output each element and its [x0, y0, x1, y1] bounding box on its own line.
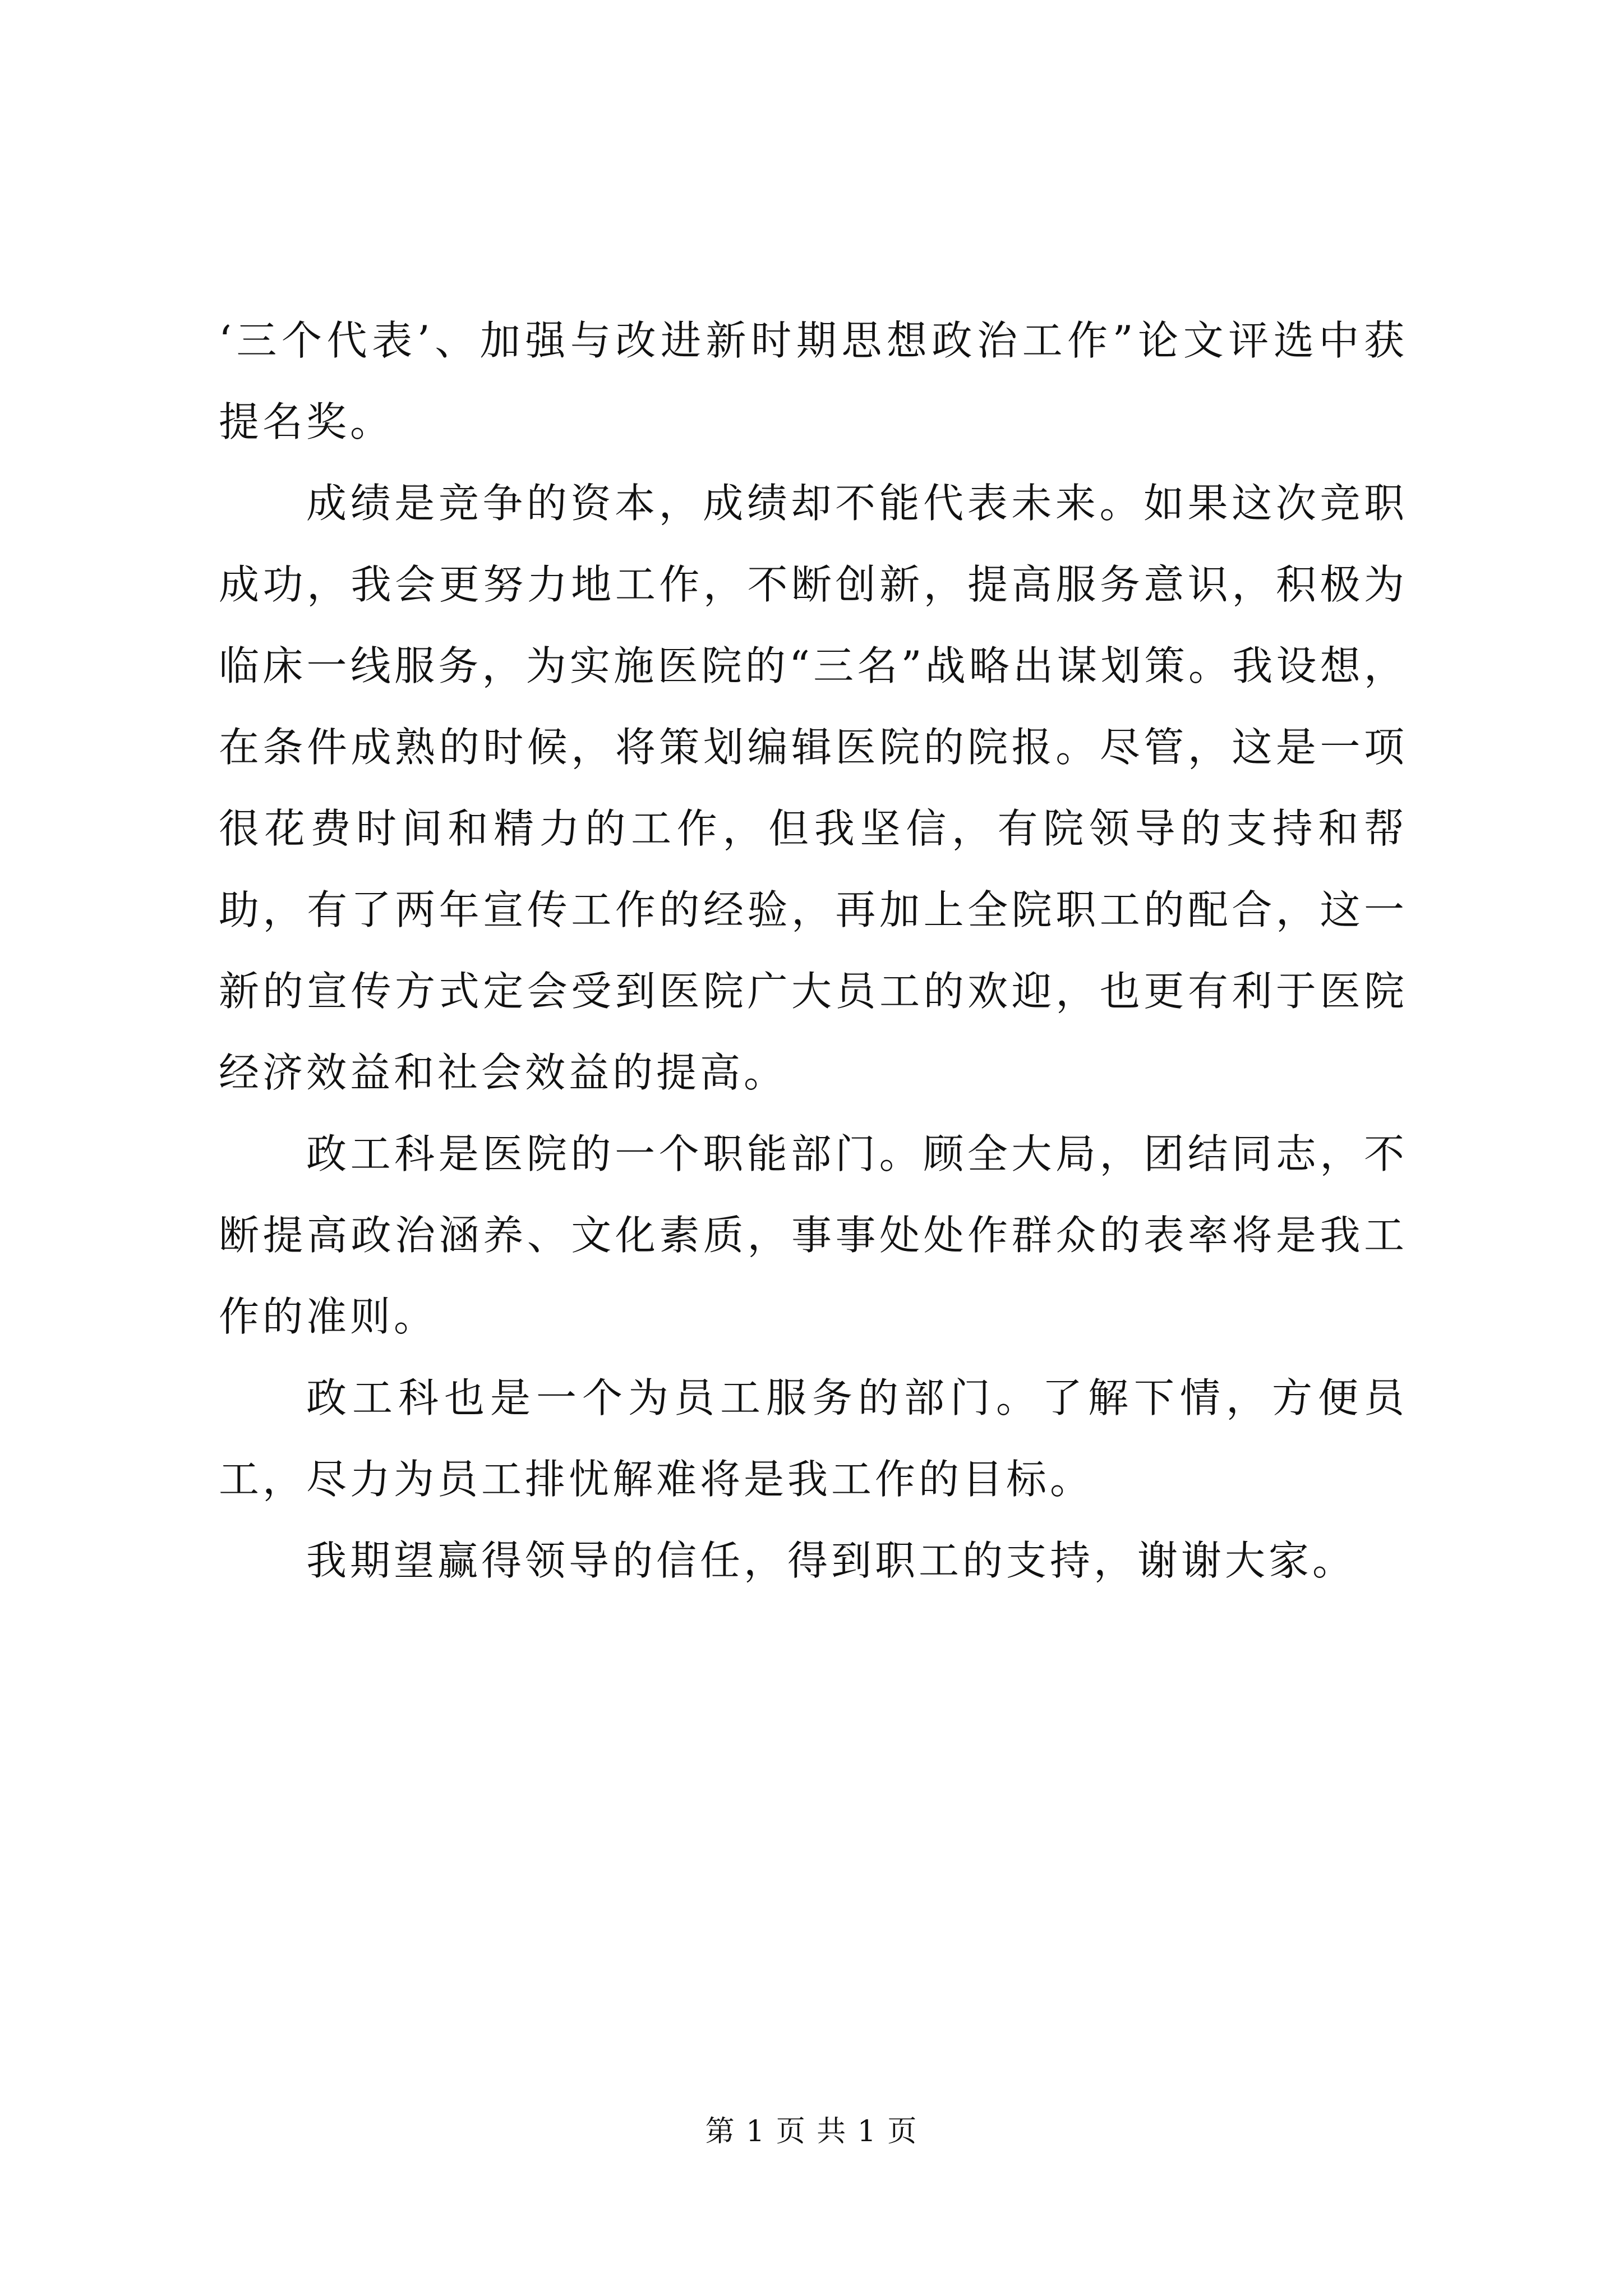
paragraph-achievements: 成绩是竞争的资本，成绩却不能代表未来。如果这次竞职成功，我会更努力地工作，不断创新，提高服务意识，积极为临床一线服务，为实施医院的“三名”战略出谋划策。我设想，在条件成熟的时候，将策划编辑医院的院报。尽管，这是一项很花费时间和精力的工作，但我坚信，有院领导的支持和帮助，有了两年宣传工作的经验，再加上全院职工的配合，这一新的宣传方式定会受到医院广大员工的欢迎，也更有利于医院经济效益和社会效益的提高。	[219, 480, 1408, 1096]
document-body	[219, 300, 1408, 1602]
page-footer: 第 1 页 共 1 页	[705, 2115, 918, 2148]
paragraph-service-goal: 政工科也是一个为员工服务的部门。了解下情，方便员工，尽力为员工排忧解难将是我工作的目标。	[219, 1374, 1408, 1503]
paragraph-department-role: 政工科是医院的一个职能部门。顾全大局，团结同志，不断提高政治涵养、文化素质，事事处处作群众的表率将是我工作的准则。	[219, 1130, 1408, 1340]
paragraph-closing: 我期望赢得领导的信任，得到职工的支持，谢谢大家。	[306, 1537, 1357, 1584]
paragraph-continued: ‘三个代表’、加强与改进新时期思想政治工作”论文评选中获提名奖。	[219, 317, 1408, 445]
